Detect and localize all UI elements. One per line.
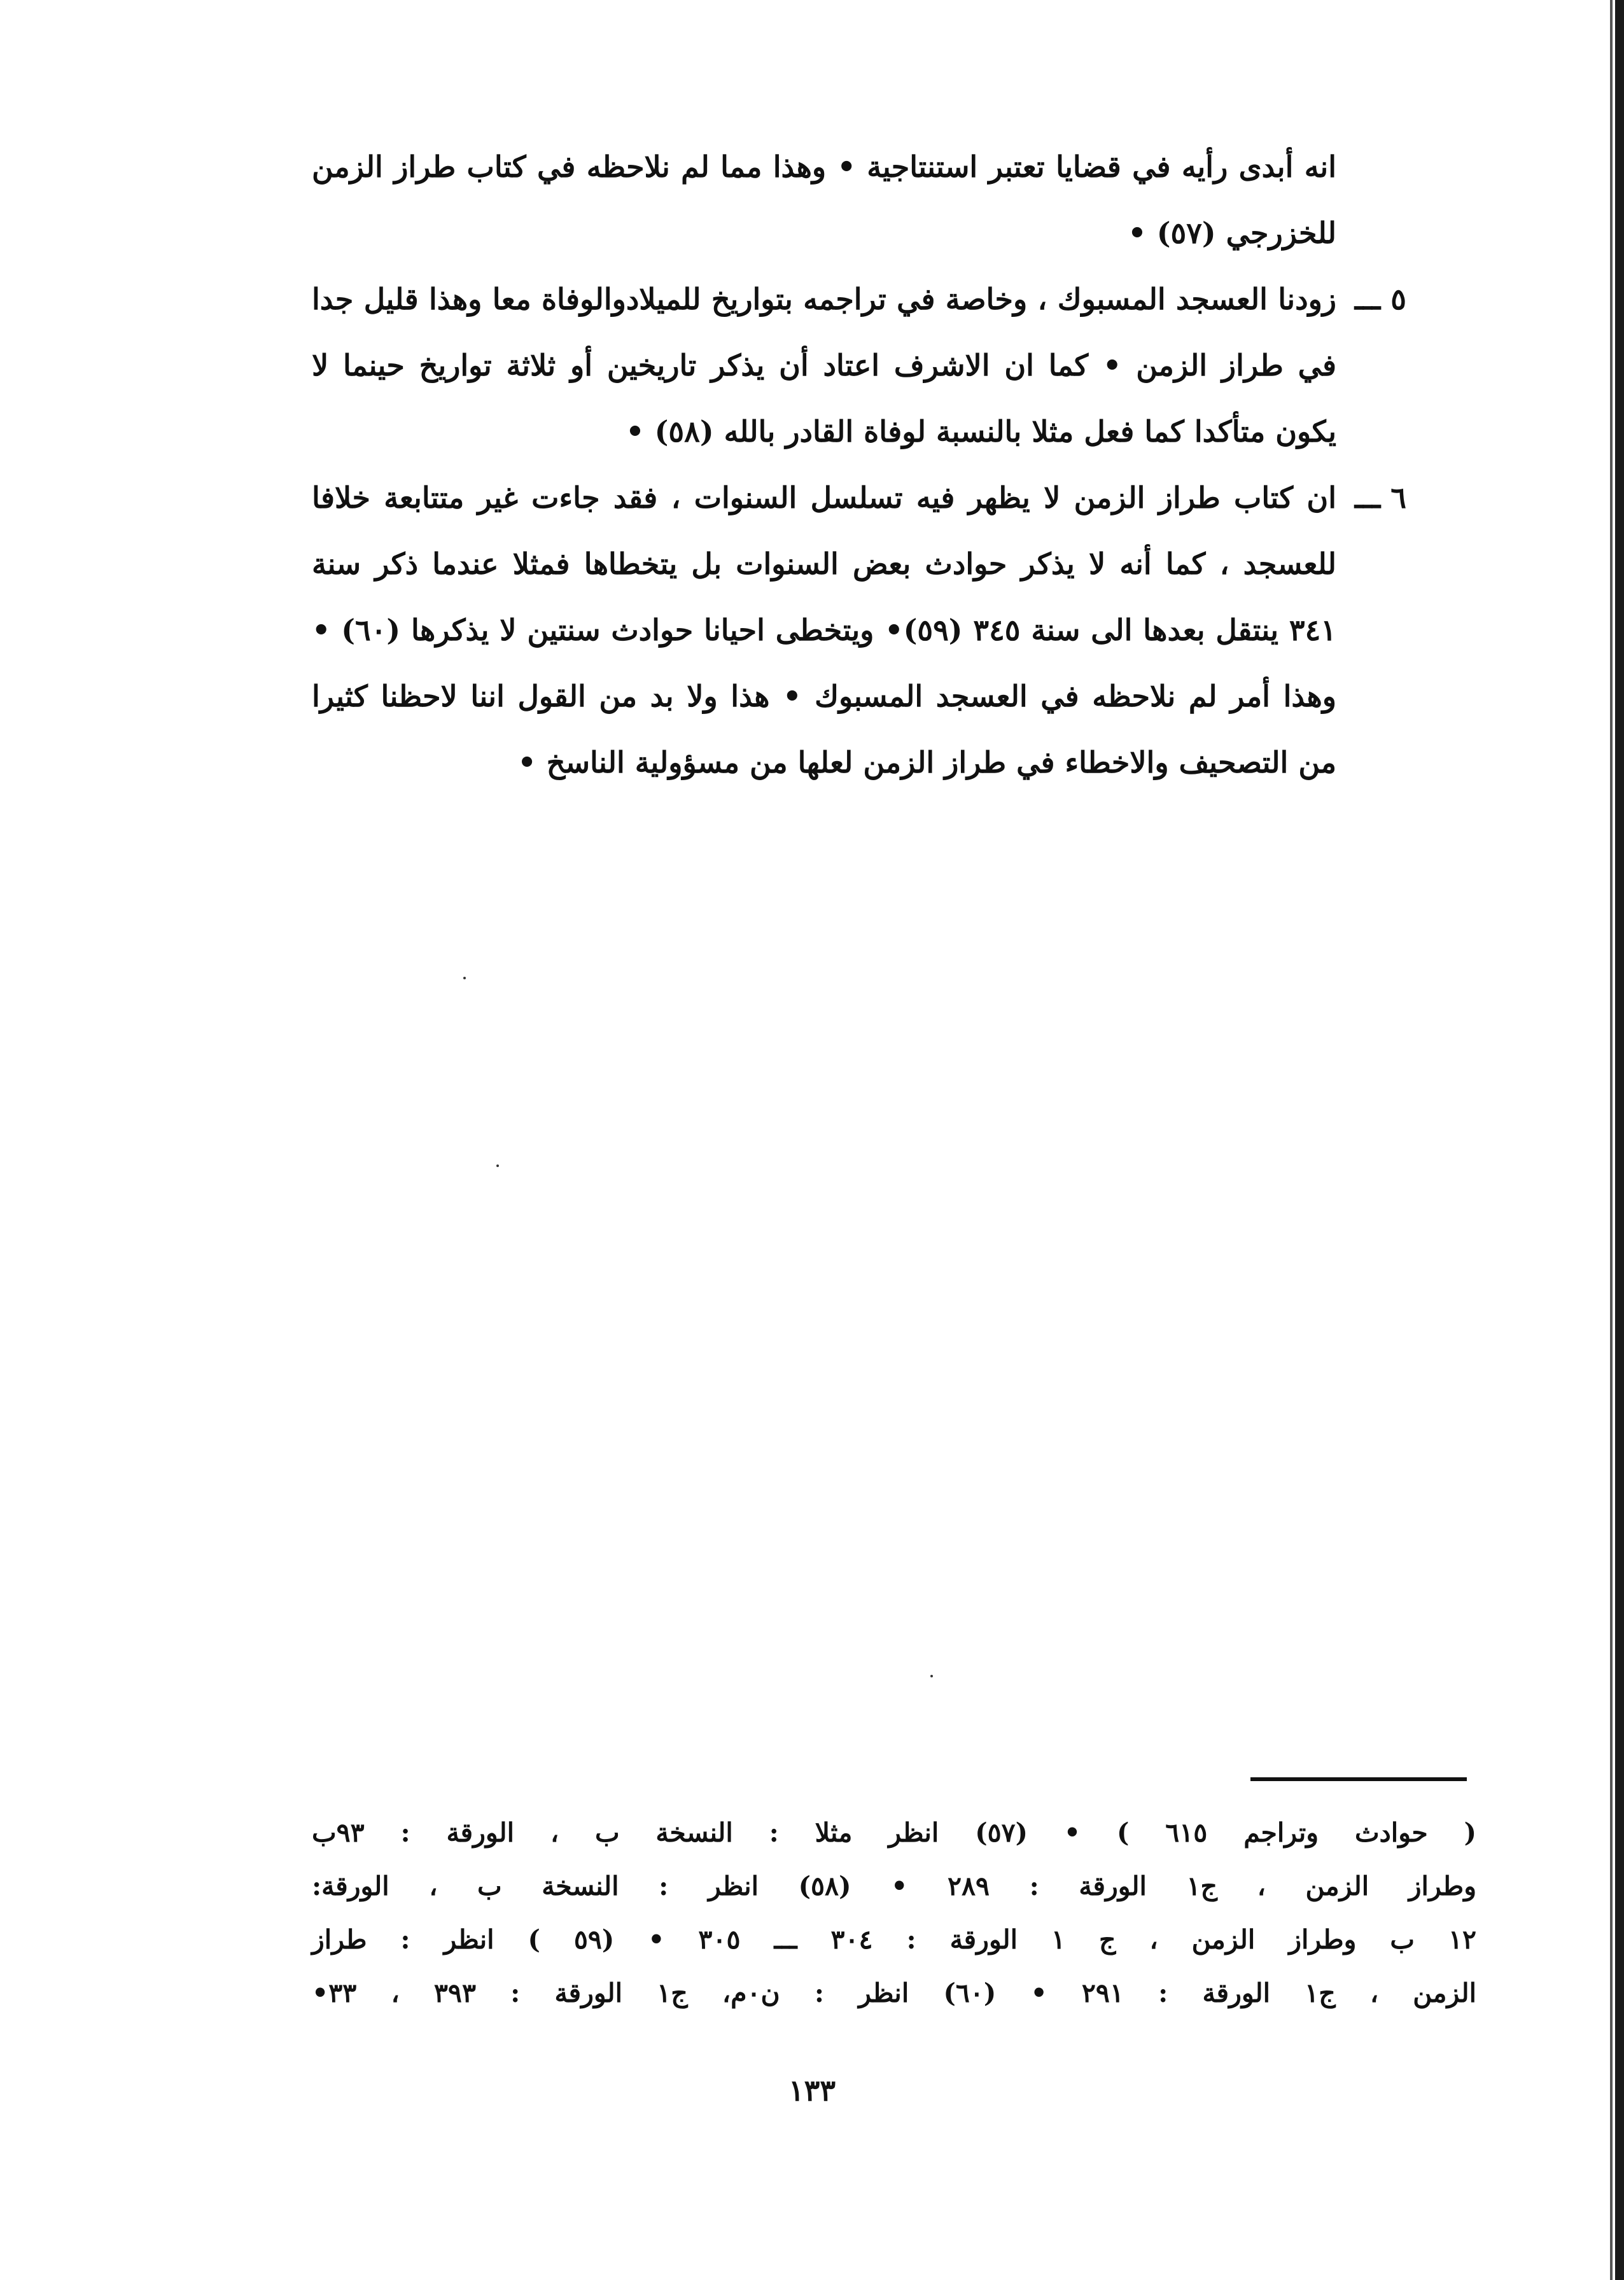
- page-number: ١٣٣: [788, 2073, 836, 2108]
- scan-speck: [496, 1164, 499, 1167]
- footnote-line: ١٢ ب وطراز الزمن ، ج ١ الورقة : ٣٠٤ ـــ ٣٠٥ • (٥٩ ) انظر : طراز: [312, 1924, 1476, 1955]
- footnote-line: ( حوادث وتراجم ٦١٥ ) • (٥٧) انظر مثلا : النسخة ب ، الورقة : ٩٣ب: [312, 1817, 1476, 1848]
- list-item-5: [312, 266, 1406, 465]
- list-item-text: ان كتاب طراز الزمن لا يظهر فيه تسلسل السنوات ، فقد جاءت غير متتابعة خلافا للعسجد ، كما أنه لا يذكر حوادث بعض السنوات بل يتخطاها فمثلا عندما ذكر سنة ٣٤١ ينتقل بعدها الى سنة ٣٤٥ (٥٩)• ويتخطى احيانا حوادث سنتين لا يذكرها (٦٠) • وهذا أمر لم نلاحظه في العسجد المسبوك • هذا ولا بد من القول اننا لاحظنا كثيرا من التصحيف والاخطاء في طراز الزمن لعلها من مسؤولية الناسخ •: [312, 480, 1337, 780]
- main-text: [312, 134, 1406, 795]
- list-marker: ٦ ـــ: [1354, 480, 1406, 515]
- footnote-separator: [1250, 1777, 1467, 1781]
- scan-speck: [463, 977, 466, 979]
- footnote-line: وطراز الزمن ، ج١ الورقة : ٢٨٩ • (٥٨) انظر : النسخة ب ، الورقة:: [312, 1871, 1476, 1901]
- page-edge: [1615, 0, 1624, 2280]
- list-marker: ٥ ـــ: [1354, 282, 1406, 316]
- footnote-line: الزمن ، ج١ الورقة : ٢٩١ • (٦٠) انظر : ن٠م، ج١ الورقة : ٣٩٣ ، ٣٣•: [312, 1978, 1476, 2008]
- scan-speck: [930, 1675, 933, 1677]
- list-item-6: [312, 465, 1406, 795]
- footnotes: [312, 1806, 1476, 2020]
- list-item-text: زودنا العسجد المسبوك ، وخاصة في تراجمه بتواريخ للميلادوالوفاة معا وهذا قليل جدا في طراز الزمن • كما ان الاشرف اعتاد أن يذكر تاريخين أو ثلاثة تواريخ حينما لا يكون متأكدا كما فعل مثلا بالنسبة لوفاة القادر بالله (٥٨) •: [312, 282, 1336, 449]
- page-edge-shadow: [1610, 0, 1613, 2280]
- continuation-paragraph: انه أبدى رأيه في قضايا تعتبر استنتاجية • وهذا مما لم نلاحظه في كتاب طراز الزمن للخزرجي (٥٧) •: [312, 150, 1336, 250]
